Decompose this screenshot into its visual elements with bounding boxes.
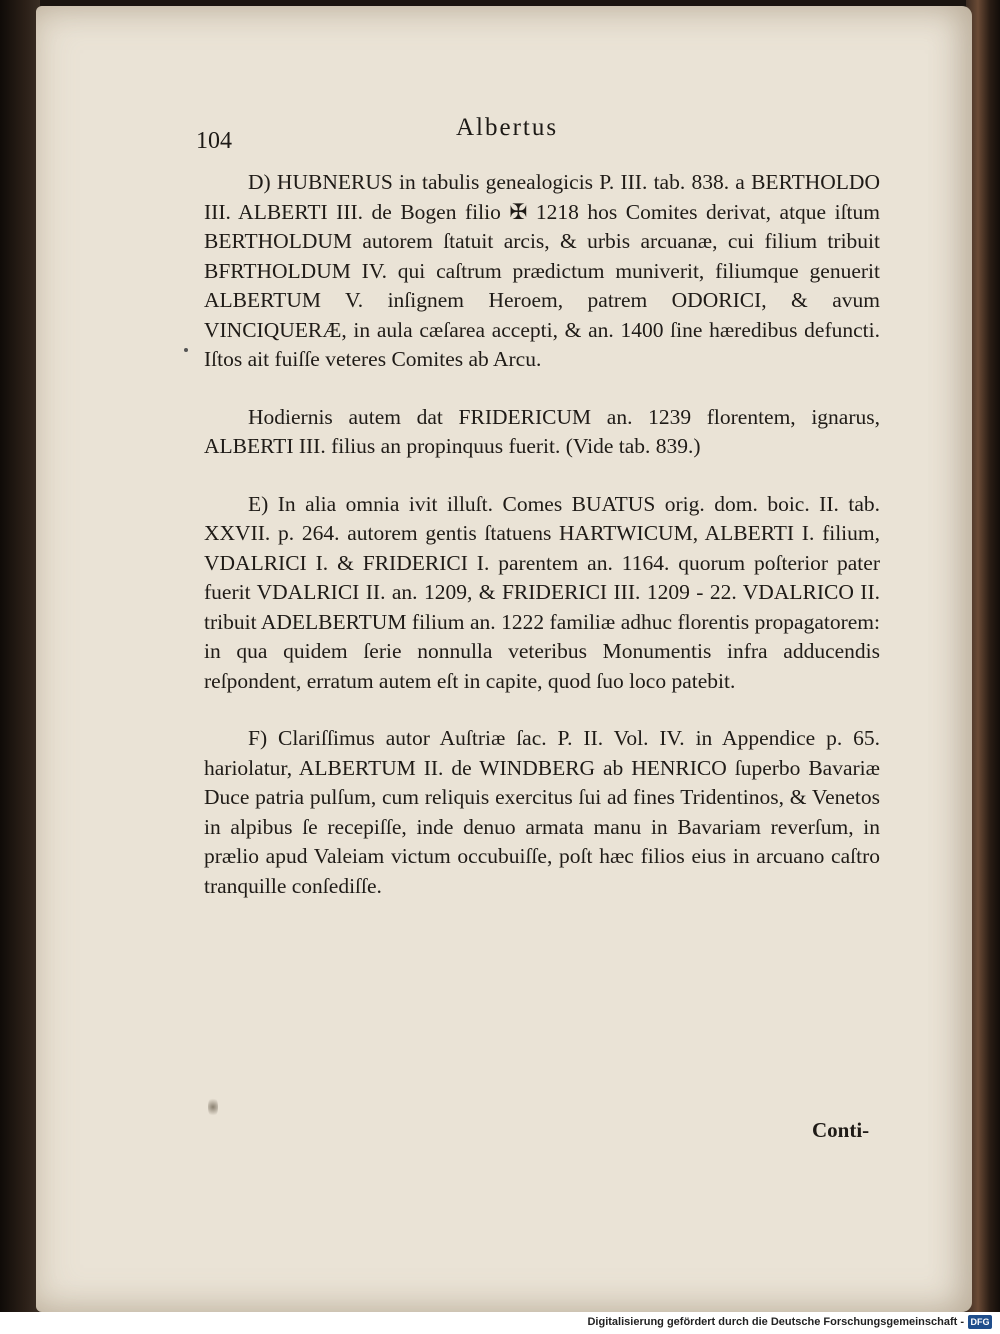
scan-background-left bbox=[0, 0, 40, 1312]
page-smudge bbox=[208, 1096, 218, 1118]
paragraph-f: F) Clariſſimus autor Auſtriæ ſac. P. II. Vol. IV. in Appendice p. 65. hariolatur, ALBERTUM II. de WINDBERG ab HENRICO ſuperbo Bavariæ Duce patria pulſum, cum reliquis exercitus ſui ad fines Tridentinos, & Venetos in alpibus ſe recepiſſe, inde denuo armata manu in Bavariam reverſum, in prælio apud Valeiam victum occubuiſſe, poſt hæc filios eius in arcuano caſtro tranquille conſediſſe. bbox=[204, 726, 880, 898]
paragraph-d: D) HUBNERUS in tabulis genealogicis P. III. tab. 838. a BERTHOLDO III. ALBERTI III. de Bogen filio ✠ 1218 hos Comites derivat, atque iſtum BERTHOLDUM autorem ſtatuit arcis, & urbis arcuanæ, cui filium tribuit BFRTHOLDUM IV. qui caſtrum prædictum muniverit, filiumque genuerit ALBERTUM V. inſignem Heroem, patrem ODORICI, & avum VINCIQUERÆ, in aula cæſarea accepti, & an. 1400 ſine hæredibus defuncti. Iſtos ait fuiſſe veteres Comites ab Arcu. bbox=[204, 170, 880, 371]
dfg-logo-icon: DFG bbox=[968, 1315, 992, 1329]
page-number: 104 bbox=[196, 128, 232, 154]
digitization-credit: Digitalisierung gefördert durch die Deutsche Forschungsgemeinschaft - bbox=[587, 1316, 964, 1328]
catchword: Conti- bbox=[812, 1118, 870, 1142]
paragraph-hodiernis: Hodiernis autem dat FRIDERICUM an. 1239 florentem, ignarus, ALBERTI III. filius an propinquus fuerit. (Vide tab. 839.) bbox=[204, 404, 880, 458]
paragraph-e: E) In alia omnia ivit illuſt. Comes BUATUS orig. dom. boic. II. tab. XXVII. p. 264. autorem gentis ſtatuens HARTWICUM, ALBERTI I. filium, VDALRICI I. & FRIDERICI I. parentem an. 1164. quorum poſterior pater fuerit VDALRICI II. an. 1209, & FRIDERICI III. 1209 - 22. VDALRICO II. tribuit ADELBERTUM filium an. 1222 familiæ adhuc florentis propagatorem: in qua quidem ſerie nonnulla veteribus Monumentis infra adducendis reſpondent, erratum autem eſt in capite, quod ſuo loco patebit. bbox=[204, 491, 880, 693]
running-head: Albertus bbox=[456, 114, 559, 141]
ink-speck bbox=[184, 348, 188, 352]
body-text bbox=[204, 168, 880, 901]
